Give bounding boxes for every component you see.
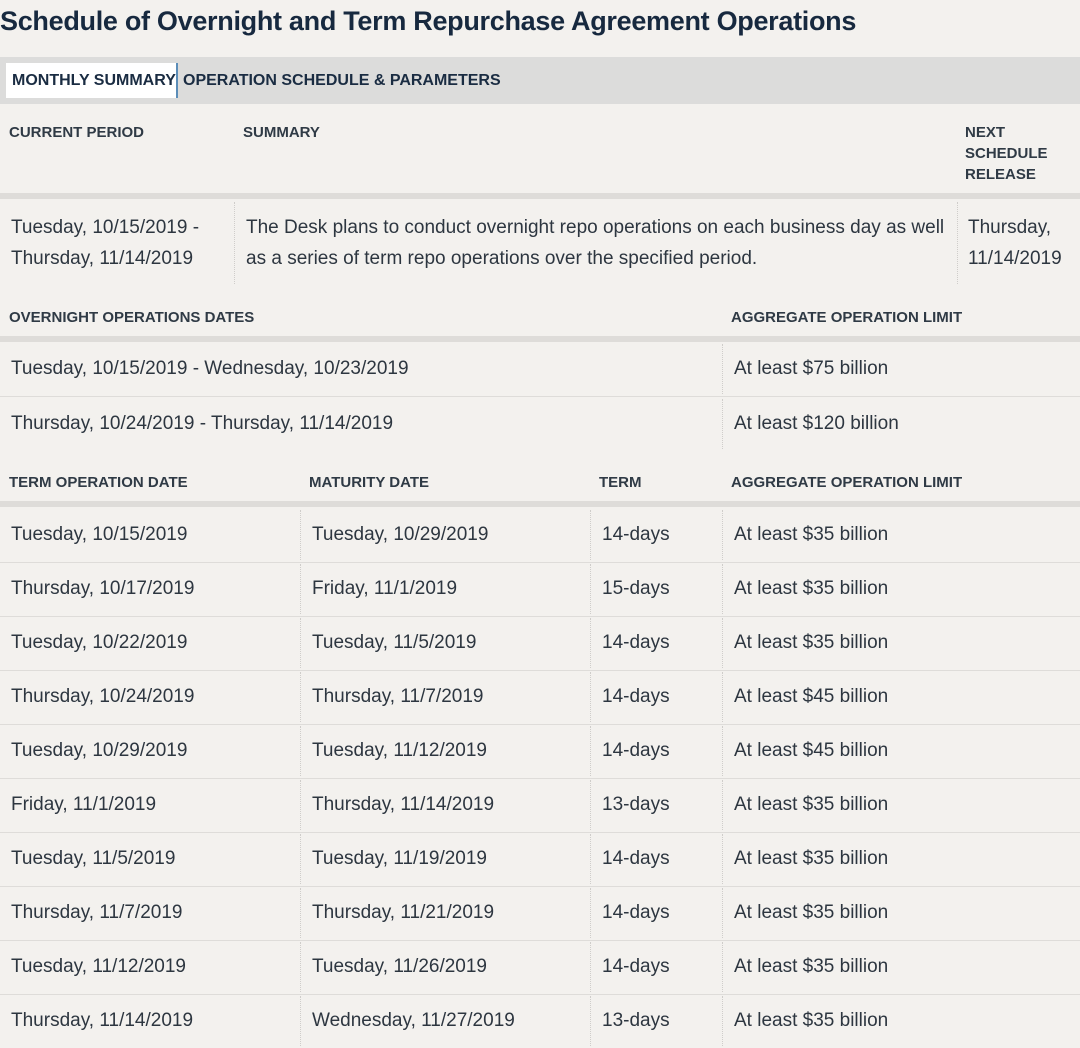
term-row (0, 886, 1080, 941)
term-limit-cell: At least $35 billion (734, 524, 889, 545)
tab-operation-schedule[interactable]: OPERATION SCHEDULE & PARAMETERS (183, 72, 501, 89)
term-limit-cell: At least $35 billion (734, 956, 889, 977)
summary-cell (246, 212, 944, 274)
column-divider (722, 996, 723, 1046)
column-divider (300, 780, 301, 830)
header-term-date: TERM OPERATION DATE (9, 474, 188, 491)
maturity-date-cell: Tuesday, 11/12/2019 (312, 740, 487, 761)
term-limit-cell: At least $35 billion (734, 578, 889, 599)
term-date-cell: Thursday, 10/17/2019 (11, 578, 195, 599)
term-cell: 14-days (602, 956, 670, 977)
term-cell: 14-days (602, 686, 670, 707)
term-cell: 14-days (602, 524, 670, 545)
column-divider (590, 834, 591, 884)
term-row (0, 724, 1080, 779)
term-date-cell: Thursday, 11/14/2019 (11, 1010, 194, 1031)
overnight-dates-cell: Thursday, 10/24/2019 - Thursday, 11/14/2019 (11, 413, 394, 434)
column-divider (590, 888, 591, 938)
column-divider (722, 564, 723, 614)
column-divider (234, 202, 235, 284)
term-row (0, 670, 1080, 725)
column-divider (722, 618, 723, 668)
header-next-release-line: SCHEDULE (965, 145, 1048, 162)
column-divider (300, 510, 301, 560)
summary-row (0, 200, 1080, 286)
term-cell: 13-days (602, 1010, 670, 1031)
header-overnight-limit: AGGREGATE OPERATION LIMIT (731, 309, 963, 326)
header-overnight-dates: OVERNIGHT OPERATIONS DATES (9, 309, 255, 326)
term-date-cell: Friday, 11/1/2019 (11, 794, 157, 815)
column-divider (722, 672, 723, 722)
tab-monthly-summary[interactable]: MONTHLY SUMMARY (6, 63, 178, 98)
column-divider (590, 672, 591, 722)
term-date-cell: Thursday, 11/7/2019 (11, 902, 183, 923)
next-release-line: Thursday, (968, 217, 1052, 238)
column-divider (590, 942, 591, 992)
column-divider (722, 780, 723, 830)
column-divider (300, 564, 301, 614)
maturity-date-cell: Tuesday, 11/5/2019 (312, 632, 477, 653)
maturity-date-cell: Thursday, 11/14/2019 (312, 794, 495, 815)
current-period-line: Tuesday, 10/15/2019 - (11, 217, 200, 238)
header-separator (0, 193, 1080, 199)
maturity-date-cell: Friday, 11/1/2019 (312, 578, 458, 599)
column-divider (957, 202, 958, 284)
overnight-limit-cell: At least $75 billion (734, 358, 889, 379)
current-period-line: Thursday, 11/14/2019 (11, 248, 194, 269)
summary-line: The Desk plans to conduct overnight repo operations on each business day as well (246, 217, 945, 238)
term-cell: 13-days (602, 794, 670, 815)
overnight-dates-cell: Tuesday, 10/15/2019 - Wednesday, 10/23/2019 (11, 358, 409, 379)
overnight-row (0, 397, 1080, 451)
column-divider (590, 510, 591, 560)
term-row (0, 994, 1080, 1048)
term-limit-cell: At least $35 billion (734, 902, 889, 923)
term-cell: 14-days (602, 848, 670, 869)
column-divider (590, 726, 591, 776)
column-divider (722, 510, 723, 560)
column-divider (300, 888, 301, 938)
maturity-date-cell: Thursday, 11/7/2019 (312, 686, 484, 707)
header-summary: SUMMARY (243, 124, 320, 141)
header-current-period: CURRENT PERIOD (9, 124, 145, 141)
page-title: Schedule of Overnight and Term Repurchase Agreement Operations (0, 6, 857, 36)
term-limit-cell: At least $35 billion (734, 794, 889, 815)
column-divider (590, 780, 591, 830)
header-separator (0, 501, 1080, 507)
column-divider (590, 564, 591, 614)
maturity-date-cell: Tuesday, 11/26/2019 (312, 956, 487, 977)
column-divider (590, 996, 591, 1046)
overnight-row (0, 342, 1080, 397)
column-divider (722, 399, 723, 449)
term-limit-cell: At least $35 billion (734, 848, 889, 869)
term-cell: 14-days (602, 740, 670, 761)
column-divider (722, 888, 723, 938)
term-limit-cell: At least $45 billion (734, 686, 889, 707)
column-divider (300, 996, 301, 1046)
term-row (0, 778, 1080, 833)
term-cell: 14-days (602, 632, 670, 653)
term-date-cell: Tuesday, 10/15/2019 (11, 524, 188, 545)
tab-bar (0, 57, 1080, 104)
maturity-date-cell: Wednesday, 11/27/2019 (312, 1010, 515, 1031)
maturity-date-cell: Tuesday, 10/29/2019 (312, 524, 489, 545)
term-row (0, 562, 1080, 617)
header-next-release (965, 122, 1048, 185)
header-term-limit: AGGREGATE OPERATION LIMIT (731, 474, 963, 491)
next-release-line: 11/14/2019 (968, 248, 1062, 269)
maturity-date-cell: Tuesday, 11/19/2019 (312, 848, 487, 869)
maturity-date-cell: Thursday, 11/21/2019 (312, 902, 495, 923)
column-divider (722, 344, 723, 394)
column-divider (300, 726, 301, 776)
term-date-cell: Thursday, 10/24/2019 (11, 686, 195, 707)
term-row (0, 940, 1080, 995)
summary-line: as a series of term repo operations over the specified period. (246, 248, 758, 269)
term-limit-cell: At least $35 billion (734, 632, 889, 653)
column-divider (300, 672, 301, 722)
term-cell: 15-days (602, 578, 670, 599)
term-date-cell: Tuesday, 11/12/2019 (11, 956, 186, 977)
term-limit-cell: At least $45 billion (734, 740, 889, 761)
term-row (0, 508, 1080, 563)
column-divider (722, 834, 723, 884)
current-period-cell (11, 212, 199, 274)
term-date-cell: Tuesday, 10/29/2019 (11, 740, 188, 761)
header-term: TERM (599, 474, 642, 491)
column-divider (300, 834, 301, 884)
overnight-limit-cell: At least $120 billion (734, 413, 899, 434)
column-divider (722, 726, 723, 776)
term-row (0, 616, 1080, 671)
term-date-cell: Tuesday, 10/22/2019 (11, 632, 188, 653)
column-divider (300, 942, 301, 992)
header-next-release-line: NEXT (965, 124, 1006, 141)
term-limit-cell: At least $35 billion (734, 1010, 889, 1031)
header-maturity-date: MATURITY DATE (309, 474, 429, 491)
column-divider (300, 618, 301, 668)
term-row (0, 832, 1080, 887)
column-divider (722, 942, 723, 992)
term-cell: 14-days (602, 902, 670, 923)
header-next-release-line: RELEASE (965, 166, 1036, 183)
term-date-cell: Tuesday, 11/5/2019 (11, 848, 176, 869)
column-divider (590, 618, 591, 668)
next-release-cell (968, 212, 1062, 274)
